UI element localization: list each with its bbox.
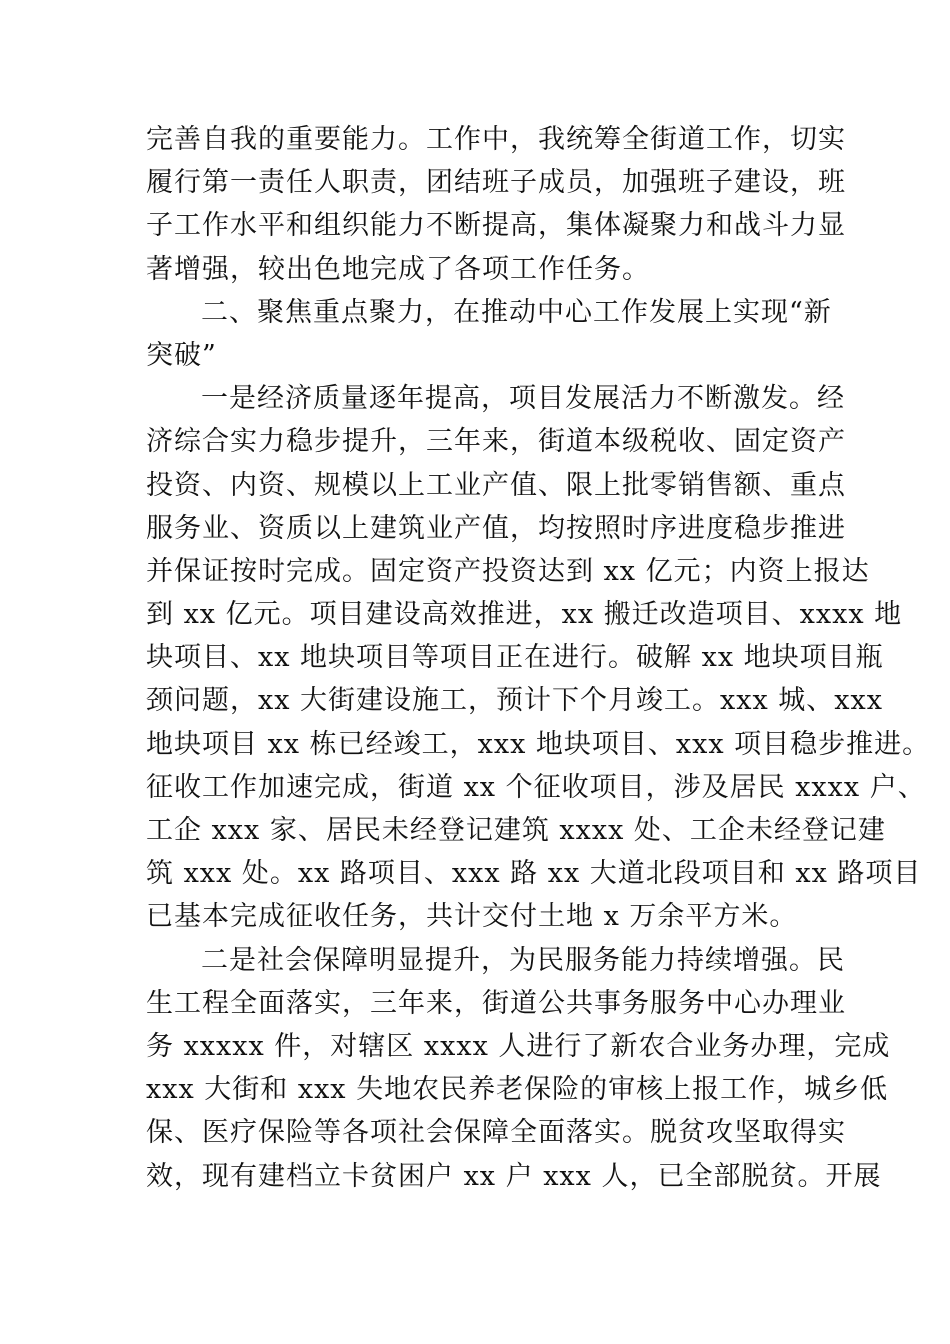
- text-line: 履行第一责任人职责，团结班子成员，加强班子建设，班: [146, 167, 846, 199]
- section-heading: [146, 291, 832, 377]
- text-line: 并保证按时完成。固定资产投资达到 xx 亿元；内资上报达: [146, 555, 870, 587]
- text-line: 已基本完成征收任务，共计交付土地 x 万余平方米。: [146, 901, 798, 933]
- text-line: 务 xxxxx 件，对辖区 xxxx 人进行了新农合业务办理，完成: [146, 1030, 891, 1062]
- text-line: 征收工作加速完成，街道 xx 个征收项目，涉及居民 xxxx 户、: [146, 771, 926, 803]
- text-line: 工企 xxx 家、居民未经登记建筑 xxxx 处、工企未经登记建: [146, 815, 886, 846]
- text-line: 服务业、资质以上建筑业产值，均按照时序进度稳步推进: [146, 512, 846, 544]
- text-line: 一是经济质量逐年提高，项目发展活力不断激发。经: [201, 383, 845, 415]
- text-line: 块项目、xx 地块项目等项目正在进行。破解 xx 地块项目瓶: [146, 642, 884, 674]
- text-line: 完善自我的重要能力。工作中，我统筹全街道工作，切实: [146, 124, 846, 155]
- text-line: 到 xx 亿元。项目建设高效推进，xx 搬迁改造项目、xxxx 地: [146, 599, 903, 631]
- text-line: 筑 xxx 处。xx 路项目、xxx 路 xx 大道北段项目和 xx 路项目: [146, 858, 922, 890]
- paragraph-economy: [146, 377, 931, 938]
- heading-line: 二、聚焦重点聚力，在推动中心工作发展上实现“新: [201, 296, 832, 328]
- text-line: xxx 大街和 xxx 失地农民养老保险的审核上报工作，城乡低: [146, 1074, 889, 1106]
- text-line: 保、医疗保险等各项社会保障全面落实。脱贫攻坚取得实: [146, 1117, 846, 1149]
- text-line: 二是社会保障明显提升，为民服务能力持续增强。民: [201, 944, 845, 976]
- text-line: 子工作水平和组织能力不断提高，集体凝聚力和战斗力显: [146, 210, 846, 242]
- text-line: 效，现有建档立卡贫困户 xx 户 xxx 人，已全部脱贫。开展: [146, 1160, 882, 1192]
- heading-line: 突破”: [146, 339, 217, 371]
- text-line: 颈问题，xx 大街建设施工，预计下个月竣工。xxx 城、xxx: [146, 685, 883, 717]
- text-line: 著增强，较出色地完成了各项工作任务。: [146, 253, 650, 285]
- text-line: 投资、内资、规模以上工业产值、限上批零销售额、重点: [146, 469, 846, 501]
- paragraph-continuation: [146, 118, 846, 291]
- text-line: 地块项目 xx 栋已经竣工，xxx 地块项目、xxx 项目稳步推进。: [146, 728, 931, 760]
- document-body: [146, 118, 931, 1198]
- text-line: 生工程全面落实，三年来，街道公共事务服务中心办理业: [146, 987, 846, 1019]
- text-line: 济综合实力稳步提升，三年来，街道本级税收、固定资产: [146, 426, 846, 458]
- paragraph-social-security: [146, 939, 891, 1198]
